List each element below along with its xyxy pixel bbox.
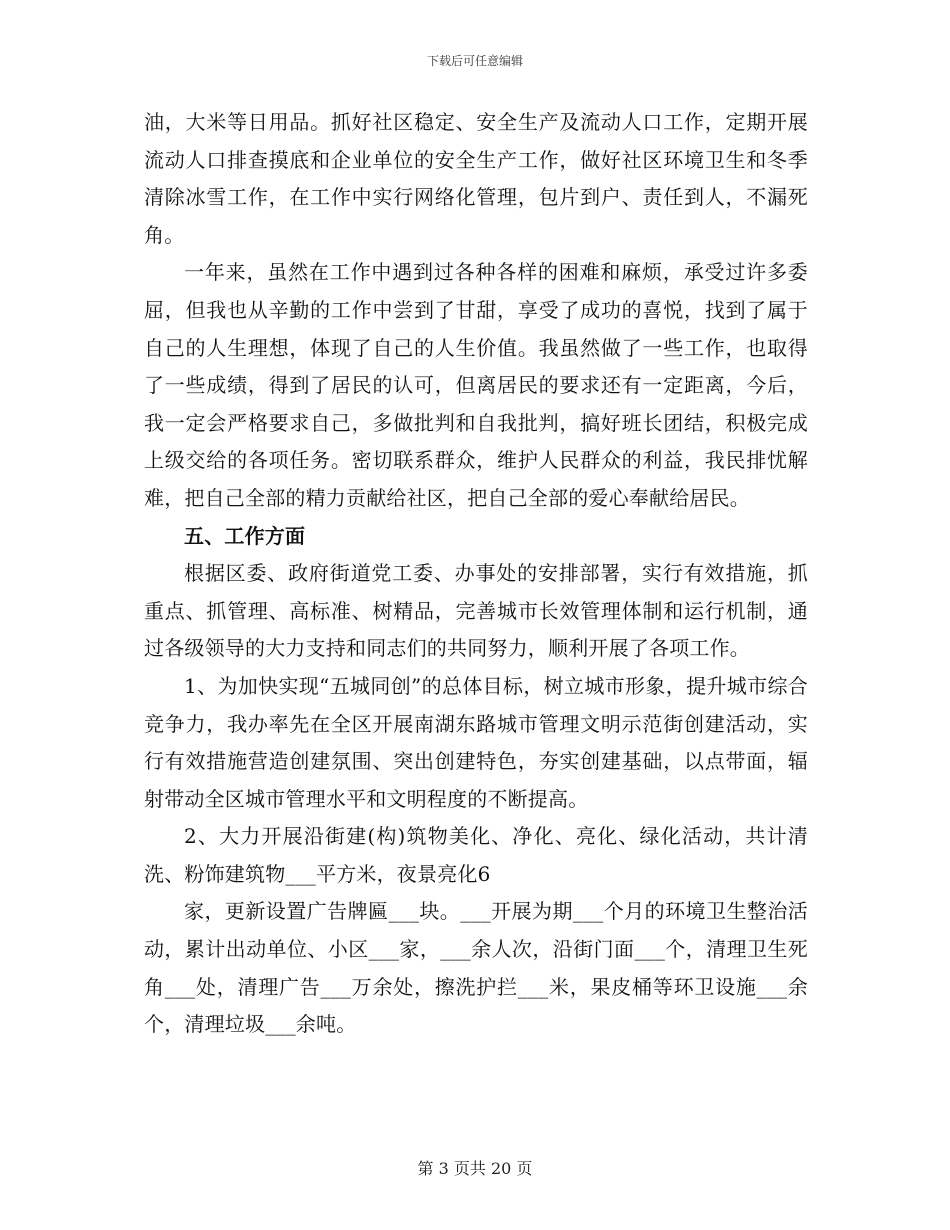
page-footer: 第 3 页共 20 页 [417, 1159, 533, 1178]
paragraph-item-2-continued: 家，更新设置广告牌匾___块。___开展为期___个月的环境卫生整治活动，累计出动单位、小区___家，___余人次，沿街门面___个，清理卫生死角___处，清理广告___万余处，擦洗护拦___米，果皮桶等环卫设施___余个，清理垃圾___余吨。 [144, 899, 808, 1037]
page-header: 下载后可任意编辑 [426, 54, 523, 68]
document-body [144, 104, 808, 1044]
paragraph-community-stability: 油，大米等日用品。抓好社区稳定、安全生产及流动人口工作，定期开展流动人口排查摸底和企业单位的安全生产工作，做好社区环境卫生和冬季清除冰雪工作，在工作中实行网络化管理，包片到户、责任到人，不漏死角。 [144, 110, 808, 247]
section-heading-work: 五、工作方面 [184, 523, 306, 548]
paragraph-year-reflection: 一年来，虽然在工作中遇到过各种各样的困难和麻烦，承受过许多委屈，但我也从辛勤的工作中尝到了甘甜，享受了成功的喜悦，找到了属于自己的人生理想，体现了自己的人生价值。我虽然做了一些工作，也取得了一些成绩，得到了居民的认可，但离居民的要求还有一定距离，今后，我一定会严格要求自己，多做批判和自我批判，搞好班长团结，积极完成上级交给的各项任务。密切联系群众，维护人民群众的利益，我民排忧解难，把自己全部的精力贡献给社区，把自己全部的爱心奉献给居民。 [144, 260, 808, 510]
paragraph-item-1: 1、为加快实现“五城同创”的总体目标，树立城市形象，提升城市综合竞争力，我办率先在全区开展南湖东路城市管理文明示范街创建活动，实行有效措施营造创建氛围、突出创建特色，夯实创建基础，以点带面，辐射带动全区城市管理水平和文明程度的不断提高。 [144, 673, 808, 811]
paragraph-item-2: 2、大力开展沿街建(构)筑物美化、净化、亮化、绿化活动，共计清洗、粉饰建筑物___平方米，夜景亮化6 [144, 824, 808, 886]
paragraph-work-overview: 根据区委、政府街道党工委、办事处的安排部署，实行有效措施，抓重点、抓管理、高标准、树精品，完善城市长效管理体制和运行机制，通过各级领导的大力支持和同志们的共同努力，顺利开展了各项工作。 [144, 561, 808, 661]
